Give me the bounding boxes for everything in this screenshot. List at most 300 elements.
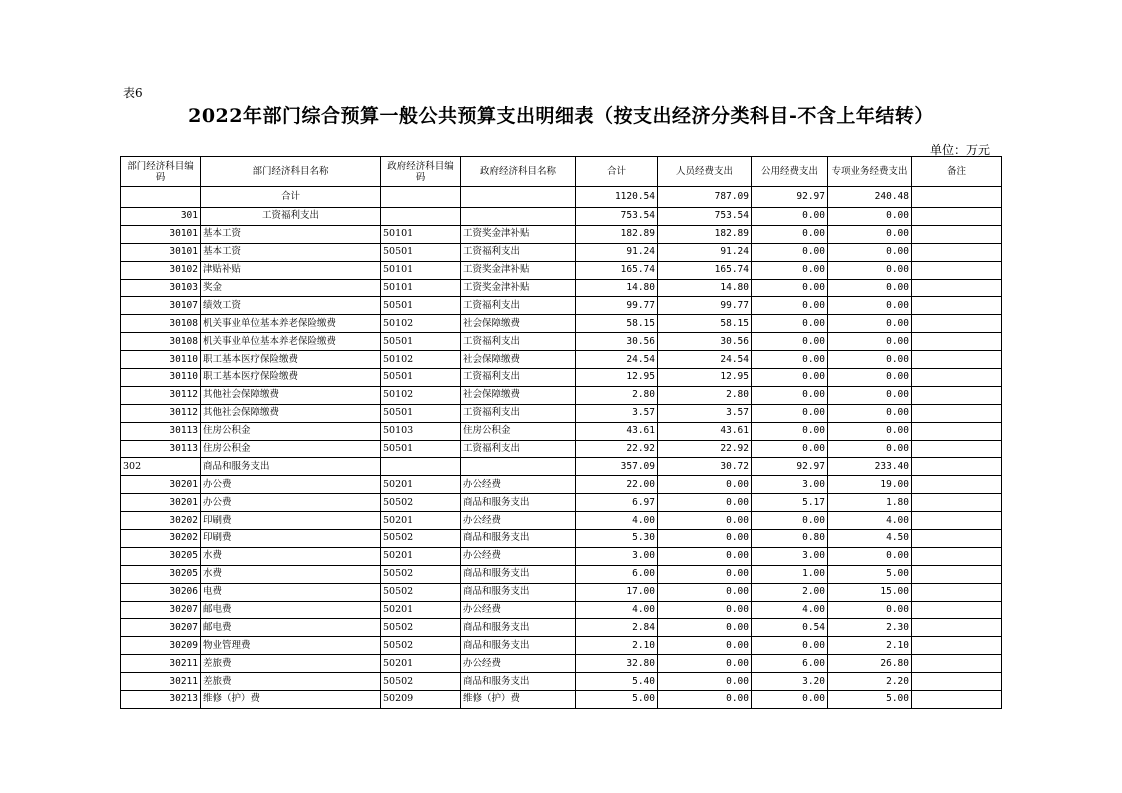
note-cell (912, 422, 1002, 440)
dept-code-cell: 30101 (121, 225, 201, 243)
table-row (121, 512, 1002, 530)
note-cell (912, 637, 1002, 655)
gov-name-cell: 社会保障缴费 (461, 386, 576, 404)
dept-code-cell: 30112 (121, 404, 201, 422)
public-cell: 0.00 (752, 243, 828, 261)
note-cell (912, 476, 1002, 494)
gov-code-cell: 50209 (381, 691, 461, 709)
special-cell: 233.40 (828, 458, 912, 476)
total-cell: 6.00 (576, 565, 658, 583)
dept-code-cell: 30205 (121, 547, 201, 565)
public-cell: 0.00 (752, 512, 828, 530)
special-cell: 0.00 (828, 279, 912, 297)
personnel-cell: 30.56 (658, 333, 752, 351)
total-special: 240.48 (828, 187, 912, 208)
public-cell: 0.80 (752, 530, 828, 548)
gov-name-cell: 商品和服务支出 (461, 619, 576, 637)
total-cell: 99.77 (576, 297, 658, 315)
special-cell: 19.00 (828, 476, 912, 494)
gov-code-cell: 50101 (381, 261, 461, 279)
header-total: 合计 (576, 157, 658, 187)
note-cell (912, 351, 1002, 369)
personnel-cell: 0.00 (658, 494, 752, 512)
public-cell: 0.00 (752, 369, 828, 387)
dept-code-cell: 30206 (121, 583, 201, 601)
public-cell: 0.00 (752, 225, 828, 243)
total-label: 合计 (201, 187, 381, 208)
gov-code-cell: 50502 (381, 619, 461, 637)
header-note: 备注 (912, 157, 1002, 187)
dept-code-cell: 30211 (121, 673, 201, 691)
special-cell: 0.00 (828, 547, 912, 565)
personnel-cell: 753.54 (658, 208, 752, 226)
dept-code-cell: 301 (121, 208, 201, 226)
note-cell (912, 243, 1002, 261)
dept-name-cell: 邮电费 (201, 601, 381, 619)
special-cell: 0.00 (828, 404, 912, 422)
personnel-cell: 22.92 (658, 440, 752, 458)
table-number: 表6 (123, 86, 143, 100)
gov-name-cell: 办公经费 (461, 547, 576, 565)
public-cell: 0.00 (752, 279, 828, 297)
gov-name-cell: 工资福利支出 (461, 243, 576, 261)
personnel-cell: 14.80 (658, 279, 752, 297)
public-cell: 0.00 (752, 422, 828, 440)
gov-code-cell: 50501 (381, 369, 461, 387)
dept-name-cell: 住房公积金 (201, 440, 381, 458)
note-cell (912, 547, 1002, 565)
gov-code-cell: 50502 (381, 530, 461, 548)
gov-code-cell: 50501 (381, 333, 461, 351)
total-cell: 24.54 (576, 351, 658, 369)
table-row (121, 530, 1002, 548)
table-row (121, 261, 1002, 279)
gov-code-cell: 50102 (381, 386, 461, 404)
dept-name-cell: 电费 (201, 583, 381, 601)
note-cell (912, 333, 1002, 351)
public-cell: 92.97 (752, 458, 828, 476)
special-cell: 5.00 (828, 565, 912, 583)
dept-code-cell: 30207 (121, 619, 201, 637)
dept-name-cell: 物业管理费 (201, 637, 381, 655)
public-cell: 3.00 (752, 547, 828, 565)
table-row (121, 422, 1002, 440)
personnel-cell: 0.00 (658, 547, 752, 565)
note-cell (912, 386, 1002, 404)
public-cell: 0.00 (752, 637, 828, 655)
public-cell: 0.00 (752, 691, 828, 709)
gov-name-cell: 商品和服务支出 (461, 530, 576, 548)
total-cell: 43.61 (576, 422, 658, 440)
public-cell: 0.00 (752, 440, 828, 458)
category-row (121, 208, 1002, 226)
dept-name-cell: 津贴补贴 (201, 261, 381, 279)
total-cell: 12.95 (576, 369, 658, 387)
gov-name-cell: 商品和服务支出 (461, 565, 576, 583)
gov-name-cell: 办公经费 (461, 476, 576, 494)
public-cell: 0.00 (752, 208, 828, 226)
total-cell: 58.15 (576, 315, 658, 333)
table-row (121, 655, 1002, 673)
gov-name-cell: 社会保障缴费 (461, 351, 576, 369)
dept-code-cell: 30113 (121, 440, 201, 458)
table-row (121, 440, 1002, 458)
total-row (121, 187, 1002, 208)
special-cell: 0.00 (828, 440, 912, 458)
note-cell (912, 655, 1002, 673)
gov-code-cell (381, 458, 461, 476)
public-cell: 5.17 (752, 494, 828, 512)
table-row (121, 619, 1002, 637)
dept-code-cell: 30201 (121, 494, 201, 512)
total-cell: 357.09 (576, 458, 658, 476)
gov-code-cell: 50201 (381, 601, 461, 619)
gov-name-cell: 办公经费 (461, 601, 576, 619)
public-cell: 2.00 (752, 583, 828, 601)
total-cell: 165.74 (576, 261, 658, 279)
total-blank (461, 187, 576, 208)
gov-name-cell: 办公经费 (461, 655, 576, 673)
dept-code-cell: 30112 (121, 386, 201, 404)
total-cell: 32.80 (576, 655, 658, 673)
personnel-cell: 12.95 (658, 369, 752, 387)
total-cell: 91.24 (576, 243, 658, 261)
dept-name-cell: 其他社会保障缴费 (201, 386, 381, 404)
dept-name-cell: 绩效工资 (201, 297, 381, 315)
personnel-cell: 58.15 (658, 315, 752, 333)
table-row (121, 297, 1002, 315)
dept-code-cell: 30209 (121, 637, 201, 655)
table-row (121, 494, 1002, 512)
public-cell: 0.00 (752, 404, 828, 422)
page-title: 2022年部门综合预算一般公共预算支出明细表（按支出经济分类科目-不含上年结转） (188, 105, 934, 127)
special-cell: 0.00 (828, 333, 912, 351)
dept-code-cell: 30202 (121, 512, 201, 530)
gov-name-cell: 工资奖金津补贴 (461, 225, 576, 243)
public-cell: 1.00 (752, 565, 828, 583)
special-cell: 5.00 (828, 691, 912, 709)
total-cell: 753.54 (576, 208, 658, 226)
note-cell (912, 494, 1002, 512)
header-row (121, 157, 1002, 187)
table-row (121, 637, 1002, 655)
gov-name-cell (461, 208, 576, 226)
special-cell: 0.00 (828, 225, 912, 243)
public-cell: 3.20 (752, 673, 828, 691)
personnel-cell: 165.74 (658, 261, 752, 279)
total-note (912, 187, 1002, 208)
personnel-cell: 43.61 (658, 422, 752, 440)
personnel-cell: 3.57 (658, 404, 752, 422)
table-row (121, 476, 1002, 494)
gov-name-cell: 商品和服务支出 (461, 673, 576, 691)
public-cell: 0.00 (752, 386, 828, 404)
special-cell: 0.00 (828, 386, 912, 404)
total-cell: 2.80 (576, 386, 658, 404)
dept-name-cell: 职工基本医疗保险缴费 (201, 351, 381, 369)
personnel-cell: 99.77 (658, 297, 752, 315)
special-cell: 0.00 (828, 369, 912, 387)
dept-name-cell: 印刷费 (201, 530, 381, 548)
total-public: 92.97 (752, 187, 828, 208)
table-row (121, 583, 1002, 601)
gov-code-cell: 50201 (381, 512, 461, 530)
special-cell: 15.00 (828, 583, 912, 601)
special-cell: 0.00 (828, 351, 912, 369)
dept-code-cell: 30113 (121, 422, 201, 440)
dept-name-cell: 机关事业单位基本养老保险缴费 (201, 333, 381, 351)
header-personnel: 人员经费支出 (658, 157, 752, 187)
total-cell: 5.40 (576, 673, 658, 691)
personnel-cell: 0.00 (658, 619, 752, 637)
dept-name-cell: 印刷费 (201, 512, 381, 530)
total-cell: 3.57 (576, 404, 658, 422)
dept-name-cell: 住房公积金 (201, 422, 381, 440)
gov-code-cell (381, 208, 461, 226)
public-cell: 0.00 (752, 297, 828, 315)
dept-code-cell: 30110 (121, 369, 201, 387)
unit-label: 单位：万元 (930, 143, 991, 157)
dept-code-cell: 30110 (121, 351, 201, 369)
special-cell: 4.00 (828, 512, 912, 530)
total-cell: 17.00 (576, 583, 658, 601)
gov-name-cell: 工资奖金津补贴 (461, 279, 576, 297)
dept-name-cell: 基本工资 (201, 243, 381, 261)
total-cell: 30.56 (576, 333, 658, 351)
dept-name-cell: 办公费 (201, 476, 381, 494)
special-cell: 2.20 (828, 673, 912, 691)
dept-code-cell: 30101 (121, 243, 201, 261)
gov-code-cell: 50501 (381, 404, 461, 422)
personnel-cell: 0.00 (658, 673, 752, 691)
gov-code-cell: 50502 (381, 565, 461, 583)
dept-code-cell: 30103 (121, 279, 201, 297)
public-cell: 0.00 (752, 261, 828, 279)
total-cell: 5.00 (576, 691, 658, 709)
gov-name-cell: 工资福利支出 (461, 369, 576, 387)
public-cell: 0.00 (752, 315, 828, 333)
dept-name-cell: 商品和服务支出 (201, 458, 381, 476)
note-cell (912, 691, 1002, 709)
gov-code-cell: 50502 (381, 673, 461, 691)
total-cell: 3.00 (576, 547, 658, 565)
note-cell (912, 619, 1002, 637)
note-cell (912, 208, 1002, 226)
special-cell: 26.80 (828, 655, 912, 673)
gov-name-cell: 维修（护）费 (461, 691, 576, 709)
personnel-cell: 0.00 (658, 565, 752, 583)
public-cell: 0.54 (752, 619, 828, 637)
gov-code-cell: 50502 (381, 494, 461, 512)
special-cell: 0.00 (828, 243, 912, 261)
table-row (121, 315, 1002, 333)
note-cell (912, 530, 1002, 548)
personnel-cell: 24.54 (658, 351, 752, 369)
note-cell (912, 440, 1002, 458)
total-blank (121, 187, 201, 208)
personnel-cell: 2.80 (658, 386, 752, 404)
total-cell: 2.10 (576, 637, 658, 655)
dept-name-cell: 邮电费 (201, 619, 381, 637)
total-blank (381, 187, 461, 208)
gov-code-cell: 50201 (381, 476, 461, 494)
total-sum: 1120.54 (576, 187, 658, 208)
note-cell (912, 458, 1002, 476)
gov-name-cell: 工资福利支出 (461, 297, 576, 315)
public-cell: 4.00 (752, 601, 828, 619)
special-cell: 2.10 (828, 637, 912, 655)
gov-name-cell (461, 458, 576, 476)
total-cell: 182.89 (576, 225, 658, 243)
gov-code-cell: 50101 (381, 225, 461, 243)
personnel-cell: 182.89 (658, 225, 752, 243)
dept-name-cell: 差旅费 (201, 655, 381, 673)
dept-name-cell: 办公费 (201, 494, 381, 512)
special-cell: 0.00 (828, 261, 912, 279)
header-gov-code: 政府经济科目编码 (381, 157, 461, 187)
note-cell (912, 297, 1002, 315)
special-cell: 0.00 (828, 601, 912, 619)
note-cell (912, 279, 1002, 297)
personnel-cell: 30.72 (658, 458, 752, 476)
special-cell: 0.00 (828, 315, 912, 333)
dept-code-cell: 302 (121, 458, 201, 476)
dept-name-cell: 职工基本医疗保险缴费 (201, 369, 381, 387)
table-row (121, 547, 1002, 565)
header-gov-name: 政府经济科目名称 (461, 157, 576, 187)
note-cell (912, 583, 1002, 601)
special-cell: 4.50 (828, 530, 912, 548)
note-cell (912, 601, 1002, 619)
table-row (121, 673, 1002, 691)
header-dept-code: 部门经济科目编码 (121, 157, 201, 187)
note-cell (912, 673, 1002, 691)
personnel-cell: 0.00 (658, 583, 752, 601)
total-cell: 4.00 (576, 601, 658, 619)
table-row (121, 691, 1002, 709)
gov-name-cell: 工资福利支出 (461, 440, 576, 458)
public-cell: 0.00 (752, 351, 828, 369)
note-cell (912, 261, 1002, 279)
dept-name-cell: 基本工资 (201, 225, 381, 243)
dept-code-cell: 30205 (121, 565, 201, 583)
personnel-cell: 91.24 (658, 243, 752, 261)
table-row (121, 243, 1002, 261)
dept-name-cell: 水费 (201, 547, 381, 565)
dept-code-cell: 30207 (121, 601, 201, 619)
budget-table (120, 156, 1002, 709)
table-row (121, 369, 1002, 387)
personnel-cell: 0.00 (658, 637, 752, 655)
dept-name-cell: 其他社会保障缴费 (201, 404, 381, 422)
gov-code-cell: 50501 (381, 243, 461, 261)
header-dept-name: 部门经济科目名称 (201, 157, 381, 187)
public-cell: 0.00 (752, 333, 828, 351)
total-cell: 22.00 (576, 476, 658, 494)
gov-name-cell: 住房公积金 (461, 422, 576, 440)
note-cell (912, 315, 1002, 333)
table-row (121, 565, 1002, 583)
dept-code-cell: 30202 (121, 530, 201, 548)
personnel-cell: 0.00 (658, 655, 752, 673)
special-cell: 0.00 (828, 208, 912, 226)
gov-code-cell: 50201 (381, 547, 461, 565)
total-cell: 2.84 (576, 619, 658, 637)
gov-code-cell: 50501 (381, 297, 461, 315)
gov-code-cell: 50502 (381, 637, 461, 655)
dept-code-cell: 30213 (121, 691, 201, 709)
personnel-cell: 0.00 (658, 691, 752, 709)
special-cell: 0.00 (828, 297, 912, 315)
public-cell: 6.00 (752, 655, 828, 673)
dept-name-cell: 水费 (201, 565, 381, 583)
table-row (121, 404, 1002, 422)
table-row (121, 333, 1002, 351)
total-cell: 5.30 (576, 530, 658, 548)
dept-code-cell: 30211 (121, 655, 201, 673)
special-cell: 2.30 (828, 619, 912, 637)
gov-name-cell: 工资福利支出 (461, 333, 576, 351)
personnel-cell: 0.00 (658, 476, 752, 494)
table-row (121, 225, 1002, 243)
dept-code-cell: 30201 (121, 476, 201, 494)
total-cell: 4.00 (576, 512, 658, 530)
gov-name-cell: 办公经费 (461, 512, 576, 530)
table-row (121, 386, 1002, 404)
table-row (121, 601, 1002, 619)
dept-code-cell: 30108 (121, 333, 201, 351)
table-row (121, 279, 1002, 297)
gov-code-cell: 50103 (381, 422, 461, 440)
gov-code-cell: 50101 (381, 279, 461, 297)
personnel-cell: 0.00 (658, 601, 752, 619)
gov-name-cell: 商品和服务支出 (461, 583, 576, 601)
dept-code-cell: 30102 (121, 261, 201, 279)
public-cell: 3.00 (752, 476, 828, 494)
total-cell: 14.80 (576, 279, 658, 297)
dept-code-cell: 30107 (121, 297, 201, 315)
personnel-cell: 0.00 (658, 530, 752, 548)
gov-name-cell: 商品和服务支出 (461, 494, 576, 512)
total-cell: 6.97 (576, 494, 658, 512)
gov-code-cell: 50501 (381, 440, 461, 458)
table-row (121, 351, 1002, 369)
gov-code-cell: 50502 (381, 583, 461, 601)
gov-name-cell: 社会保障缴费 (461, 315, 576, 333)
note-cell (912, 565, 1002, 583)
total-cell: 22.92 (576, 440, 658, 458)
personnel-cell: 0.00 (658, 512, 752, 530)
special-cell: 1.80 (828, 494, 912, 512)
dept-name-cell: 机关事业单位基本养老保险缴费 (201, 315, 381, 333)
gov-code-cell: 50102 (381, 351, 461, 369)
gov-code-cell: 50102 (381, 315, 461, 333)
gov-name-cell: 商品和服务支出 (461, 637, 576, 655)
special-cell: 0.00 (828, 422, 912, 440)
note-cell (912, 512, 1002, 530)
header-special: 专项业务经费支出 (828, 157, 912, 187)
category-row (121, 458, 1002, 476)
header-public: 公用经费支出 (752, 157, 828, 187)
gov-code-cell: 50201 (381, 655, 461, 673)
gov-name-cell: 工资奖金津补贴 (461, 261, 576, 279)
dept-name-cell: 工资福利支出 (201, 208, 381, 226)
note-cell (912, 369, 1002, 387)
note-cell (912, 404, 1002, 422)
dept-name-cell: 差旅费 (201, 673, 381, 691)
total-personnel: 787.09 (658, 187, 752, 208)
note-cell (912, 225, 1002, 243)
